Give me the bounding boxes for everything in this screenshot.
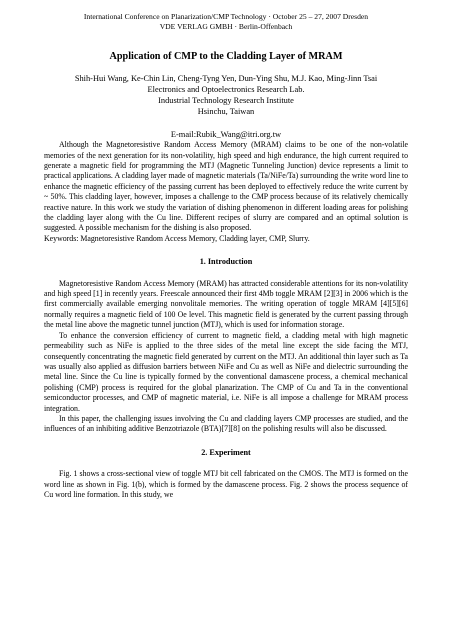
paper-title: Application of CMP to the Cladding Layer of MRAM bbox=[109, 51, 343, 63]
intro-paragraph-3: In this paper, the challenging issues involving the Cu and cladding layers CMP processes are studied, and the influences of an inhibiting additive Benzotriazole (BTA)[7][8] on the polishing results will also be discussed. bbox=[44, 413, 408, 434]
intro-paragraph-1: Magnetoresistive Random Access Memory (MRAM) has attracted considerable attentions for its non-volatility and high speed [1] in recently years. Freescale announced their first 4Mb toggle MRAM [2][3] in 2006 which is the first commercially available emerging nonvolitale memories. The writing operation of toggle MRAM [4][5][6] normally requires a magnetic field of 100 Oe level. This magnetic field is generated by the current passing through the metal line above the magnetic tunnel junction (MTJ), which is used for information storage. bbox=[44, 278, 408, 330]
keywords: Keywords: Magnetoresistive Random Access Memory, Cladding layer, CMP, Slurry. bbox=[44, 233, 310, 243]
author-list: Shih-Hui Wang, Ke-Chin Lin, Cheng-Tyng Yen, Dun-Ying Shu, M.J. Kao, Ming-Jinn Tsai bbox=[74, 74, 378, 84]
author-email: E-mail:Rubik_Wang@itri.org.tw bbox=[170, 130, 282, 140]
section-heading-experiment: 2. Experiment bbox=[201, 447, 251, 457]
conference-header: International Conference on Planarization/CMP Technology · October 25 – 27, 2007 Dresden bbox=[83, 12, 369, 21]
affiliation-institute: Industrial Technology Research Institute bbox=[158, 96, 294, 106]
affiliation-lab: Electronics and Optoelectronics Research Lab. bbox=[147, 85, 305, 95]
section-heading-introduction: 1. Introduction bbox=[199, 257, 253, 267]
affiliation-location: Hsinchu, Taiwan bbox=[197, 107, 255, 117]
intro-paragraph-2: To enhance the conversion efficiency of current to magnetic field, a cladding metal with high magnetic permeability such as NiFe is applied to the three sides of the metal line except the side facing the MTJ, consequently concentrating the magnetic field generated by current on the MTJ. An additional thin layer such as Ta was usually also applied as diffusion barriers between NiFe and Cu as well as NiFe and dielectric surrounding the metal line. Since the Cu line is typically formed by the conventional damascene process, a chemical mechanical polishing (CMP) process is required for the global planarization. The CMP of Cu and Ta in the conventional semiconductor processes, and CMP of magnetic material, i.e. NiFe is all impose a challenge for MRAM process integration. bbox=[44, 330, 408, 413]
experiment-paragraph-1: Fig. 1 shows a cross-sectional view of toggle MTJ bit cell fabricated on the CMOS. The MTJ is formed on the word line as shown in Fig. 1(b), which is formed by the damascene process. Fig. 2 shows the process sequence of Cu word line formation. In this study, we bbox=[44, 469, 408, 499]
publisher-header: VDE VERLAG GMBH · Berlin-Offenbach bbox=[159, 21, 293, 31]
abstract: Although the Magnetoresistive Random Access Memory (MRAM) claims to be one of the non-volatile memories of the next generation for its non-volatility, high speed and high endurance, the high current required to generate a magnetic field for programming the MTJ (Magnetic Tunneling Junction) device represents a limit to practical applications. A cladding layer made of magnetic materials (Ta/NiFe/Ta) surrounding the write word line to enhance the magnetic efficiency of the passing current has been deployed to effectively reduce the write current by ~ 50%. This cladding layer, however, imposes a challenge to the CMP process because of its relatively chemically reactive nature. In this work we study the variation of dishing phenomenon in different loading areas for polishing the cladding layer along with the Cu line. Different recipes of slurry are compared and an optimal solution is suggested. A possible mechanism for the dishing is also proposed. bbox=[44, 140, 408, 233]
